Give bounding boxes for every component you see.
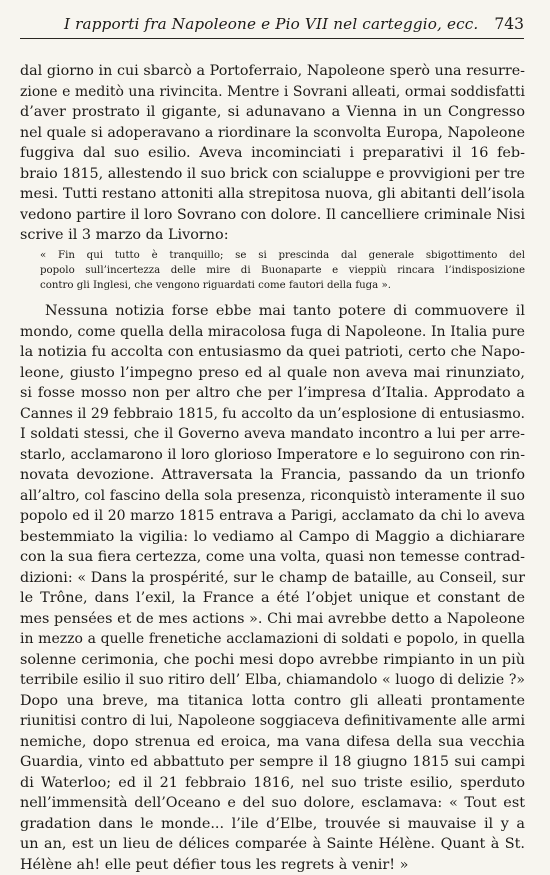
- text-line: Cannes il 29 febbraio 1815, fu accolto da un’esplosione di entusiasmo.: [20, 405, 525, 422]
- text-line: Nessuna notizia forse ebbe mai tanto potere di commuovere il: [45, 303, 525, 320]
- text-line: solenne cerimonia, che pochi mesi dopo avrebbe rimpianto in un più: [20, 651, 525, 668]
- quote-line: « Fin qui tutto è tranquillo; se si prescinda dal generale sbigottimento del: [40, 249, 525, 261]
- block-quote: [20, 248, 525, 294]
- quote-line: popolo sull’incertezza delle mire di Buonaparte e vieppiù rincara l’indisposizione: [40, 264, 525, 276]
- text-line: dizioni: « Dans la prospérité, sur le champ de bataille, au Conseil, sur: [20, 569, 525, 586]
- page-number: 743: [494, 15, 524, 33]
- text-line: zione e meditò una rivincita. Mentre i Sovrani alleati, ormai soddisfatti: [20, 83, 525, 100]
- page-header: [20, 14, 524, 39]
- text-line: in mezzo a quelle frenetiche acclamazioni di soldati e popolo, in quella: [20, 631, 525, 648]
- text-line: un an, est un lieu de délices comparée à Sainte Hélène. Quant à St.: [20, 836, 525, 853]
- text-line: Dopo una breve, ma titanica lotta contro gli alleati prontamente: [20, 692, 525, 709]
- text-line: Hélène ah! elle peut défier tous les regrets à venir! »: [20, 856, 409, 873]
- paragraph-1: [20, 61, 525, 246]
- text-line: Guardia, vinto ed abbattuto per sempre il 18 giugno 1815 sui campi: [20, 754, 525, 771]
- running-head: I rapporti fra Napoleone e Pio VII nel carteggio, ecc.: [64, 15, 479, 33]
- text-line: con la sua fiera certezza, come una volta, quasi non temesse contrad-: [20, 549, 525, 566]
- text-line: novata devozione. Attraversata la Francia, passando da un trionfo: [20, 467, 525, 484]
- text-line: nemiche, dopo strenua ed eroica, ma vana difesa della sua vecchia: [20, 733, 525, 750]
- text-line: I soldati stessi, che il Governo aveva mandato incontro a lui per arre-: [20, 426, 525, 443]
- text-line: bestemmiato la vigilia: lo vediamo al Campo di Maggio a dichiarare: [20, 528, 525, 545]
- text-line: all’altro, col fascino della sola presenza, riconquistò interamente il suo: [20, 487, 525, 504]
- body-text: [20, 61, 525, 875]
- text-line: leone, giusto l’impegno preso ed al quale non aveva mai rinunziato,: [20, 364, 525, 381]
- text-line: gradation dans le monde... l’ile d’Elbe, trouvée si mauvaise il y a: [20, 815, 525, 832]
- text-line: nell’immensità dell’Oceano e del suo dolore, esclamava: « Tout est: [20, 795, 525, 812]
- text-line: terribile esilio il suo ritiro dell’ Elba, chiamandolo « luogo di delizie ?»: [20, 672, 525, 689]
- text-line: fuggiva dal suo esilio. Aveva incominciati i preparativi il 16 feb-: [20, 145, 525, 161]
- text-line: si fosse mosso non per altro che per l’impresa d’Italia. Approdato a: [20, 385, 525, 402]
- text-line: di Waterloo; ed il 21 febbraio 1816, nel suo triste esilio, sperduto: [20, 774, 525, 791]
- text-line: mesi. Tutti restano attoniti alla strepitosa nuova, gli abitanti dell’isola: [20, 186, 525, 202]
- paragraph-2: [20, 301, 525, 875]
- text-line: popolo ed il 20 marzo 1815 entrava a Parigi, acclamato da chi lo aveva: [20, 508, 525, 525]
- text-line: le Trône, dans l’exil, la France a été l’objet unique et constant de: [20, 590, 525, 607]
- text-line: riunitisi contro di lui, Napoleone soggiaceva definitivamente alle armi: [20, 713, 525, 730]
- text-line: vedono partire il loro Sovrano con dolore. Il cancelliere criminale Nisi: [20, 206, 525, 223]
- text-line: nel quale si adoperavano a riordinare la sconvolta Europa, Napoleone: [20, 124, 525, 141]
- text-line: dal giorno in cui sbarcò a Portoferraio, Napoleone sperò una resurre-: [20, 63, 525, 79]
- text-line: la notizia fu accolta con entusiasmo da quei patrioti, certo che Napo-: [20, 344, 525, 361]
- text-line: mondo, come quella della miracolosa fuga di Napoleone. In Italia pure: [20, 323, 525, 340]
- text-line: mes pensées et de mes actions ». Chi mai avrebbe detto a Napoleone: [20, 610, 525, 627]
- text-line: braio 1815, allestendo il suo brick con scialuppe e provvigioni per tre: [20, 165, 525, 182]
- text-line: scrive il 3 marzo da Livorno:: [20, 227, 229, 243]
- text-line: starlo, acclamarono il loro glorioso Imperatore e lo seguirono con rin-: [20, 446, 525, 463]
- text-line: d’aver prostrato il gigante, si adunavano a Vienna in un Congresso: [20, 104, 525, 120]
- quote-line: contro gli Inglesi, che vengono riguardati come fautori della fuga ».: [40, 279, 391, 291]
